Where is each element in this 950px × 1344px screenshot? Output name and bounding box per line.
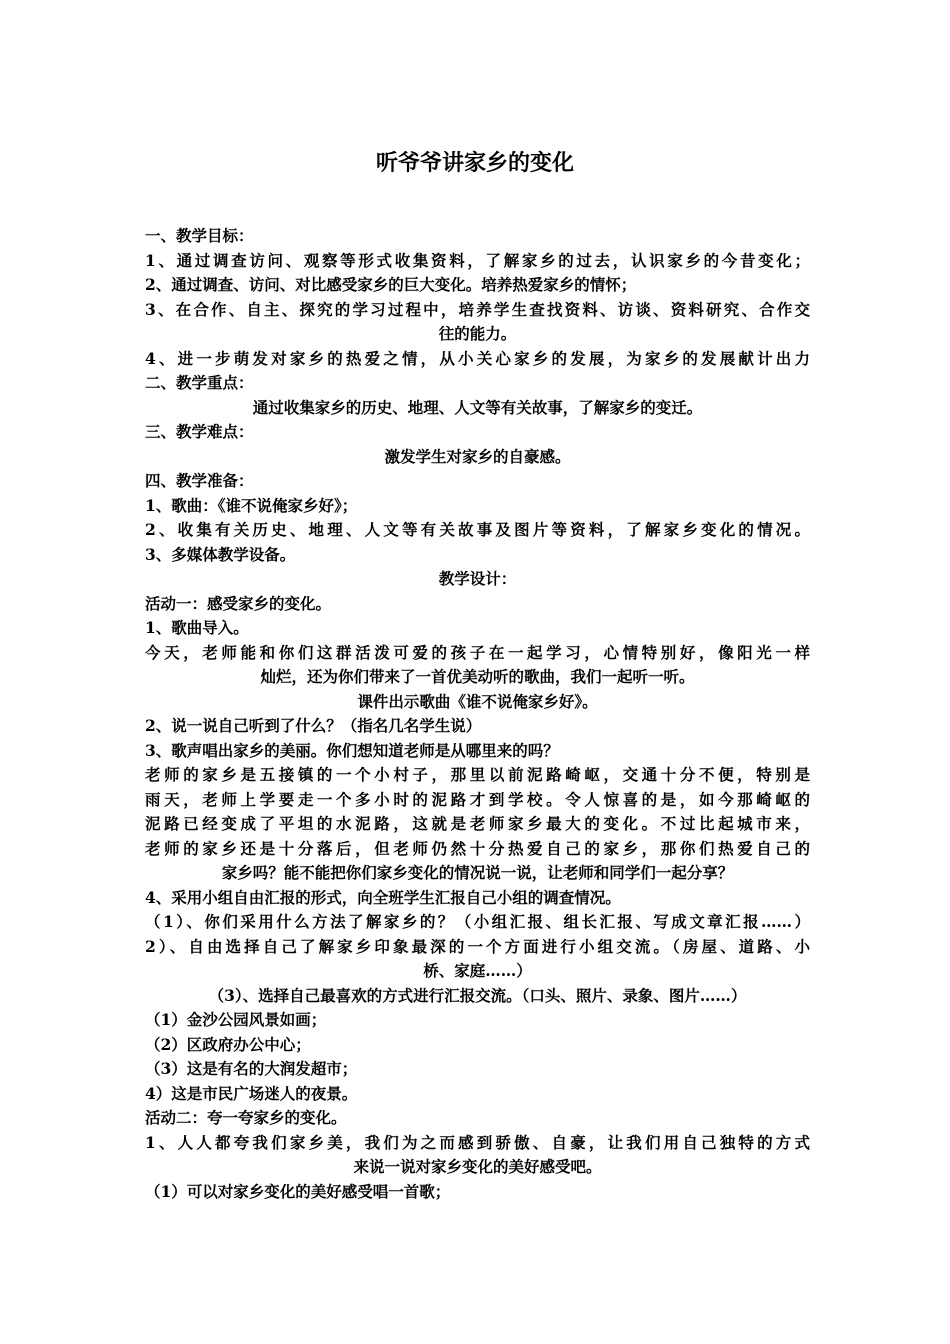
paragraph-line: 来说一说对家乡变化的美好感受吧。 — [353, 1157, 602, 1176]
list-item: 4）这是市民广场迷人的夜景。 — [145, 1083, 358, 1103]
list-item: （3）、选择自己最喜欢的方式进行汇报交流。（口头、照片、录象、图片……） — [208, 985, 747, 1005]
goal-item-3-cont: 往的能力。 — [438, 324, 517, 343]
key-points-text: 通过收集家乡的历史、地理、人文等有关故事，了解家乡的变迁。 — [252, 397, 703, 417]
list-item: （1）金沙公园风景如画； — [145, 1010, 327, 1029]
paragraph-line: 课件出示歌曲《谁不说俺家乡好》。 — [357, 691, 598, 711]
activity-1-step-4: 4、采用小组自由汇报的形式，向全班学生汇报自己小组的调查情况。 — [145, 887, 621, 907]
list-item: 2）、自由选择自己了解家乡印象最深的一个方面进行小组交流。（房屋、道路、小 — [145, 936, 810, 956]
paragraph-line: 雨天，老师上学要走一个多小时的泥路才到学校。令人惊喜的是，如今那崎岖的 — [145, 789, 810, 809]
list-item-cont: 桥、家庭……） — [423, 961, 532, 980]
goal-item-4: 4、进一步萌发对家乡的热爱之情，从小关心家乡的发展，为家乡的发展献计出力 — [145, 348, 810, 368]
paragraph-line: 老师的家乡是五接镇的一个小村子，那里以前泥路崎岖，交通十分不便，特别是 — [145, 765, 810, 784]
paragraph-line: 家乡吗？能不能把你们家乡变化的情况说一说，让老师和同学们一起分享？ — [221, 863, 734, 882]
activity-1-heading: 活动一：感受家乡的变化。 — [145, 593, 332, 613]
paragraph-line: 泥路已经变成了平坦的水泥路，这就是老师家乡最大的变化。不过比起城市来， — [145, 814, 810, 833]
activity-2-step-1: 1、人人都夸我们家乡美，我们为之而感到骄傲、自豪，让我们用自己独特的方式 — [145, 1132, 810, 1152]
activity-1-step-3: 3、歌声唱出家乡的美丽。你们想知道老师是从哪里来的吗？ — [145, 740, 559, 760]
document-body — [145, 224, 810, 1204]
prep-item-3: 3、多媒体教学设备。 — [145, 544, 296, 564]
list-item: （1）可以对家乡变化的美好感受唱一首歌； — [145, 1181, 451, 1201]
difficulties-text: 激发学生对家乡的自豪感。 — [384, 446, 571, 466]
section-heading-goals: 一、教学目标： — [145, 226, 254, 245]
goal-item-1: 1、通过调查访问、观察等形式收集资料，了解家乡的过去，认识家乡的今昔变化； — [145, 250, 810, 270]
activity-2-heading: 活动二：夸一夸家乡的变化。 — [145, 1108, 347, 1127]
section-heading-difficulties: 三、教学难点： — [145, 422, 254, 441]
prep-item-2: 2、收集有关历史、地理、人文等有关故事及图片等资料，了解家乡变化的情况。 — [145, 520, 810, 539]
paragraph-line: 老师的家乡还是十分落后，但老师仍然十分热爱自己的家乡，那你们热爱自己的 — [145, 838, 810, 858]
section-heading-key-points: 二、教学重点： — [145, 373, 254, 392]
activity-1-step-1: 1、歌曲导入。 — [145, 618, 249, 637]
list-item: （1）、你们采用什么方法了解家乡的？（小组汇报、组长汇报、写成文章汇报……） — [145, 912, 810, 931]
list-item: （2）区政府办公中心； — [145, 1034, 311, 1054]
activity-1-step-2: 2、说一说自己听到了什么？（指名几名学生说） — [145, 716, 482, 735]
list-item: （3）这是有名的大润发超市； — [145, 1059, 358, 1078]
teaching-design-heading: 教学设计： — [438, 569, 517, 588]
goal-item-2: 2、通过调查、访问、对比感受家乡的巨大变化。培养热爱家乡的情怀； — [145, 275, 637, 294]
document-title: 听爷爷讲家乡的变化 — [375, 150, 574, 176]
prep-item-1: 1、歌曲：《谁不说俺家乡好》； — [145, 495, 358, 515]
paragraph-line: 今天，老师能和你们这群活泼可爱的孩子在一起学习，心情特别好，像阳光一样 — [145, 642, 810, 662]
goal-item-3: 3、在合作、自主、探究的学习过程中，培养学生查找资料、访谈、资料研究、合作交 — [145, 299, 810, 319]
paragraph-line: 灿烂，还为你们带来了一首优美动听的歌曲，我们一起听一听。 — [260, 667, 695, 686]
section-heading-preparation: 四、教学准备： — [145, 471, 254, 490]
